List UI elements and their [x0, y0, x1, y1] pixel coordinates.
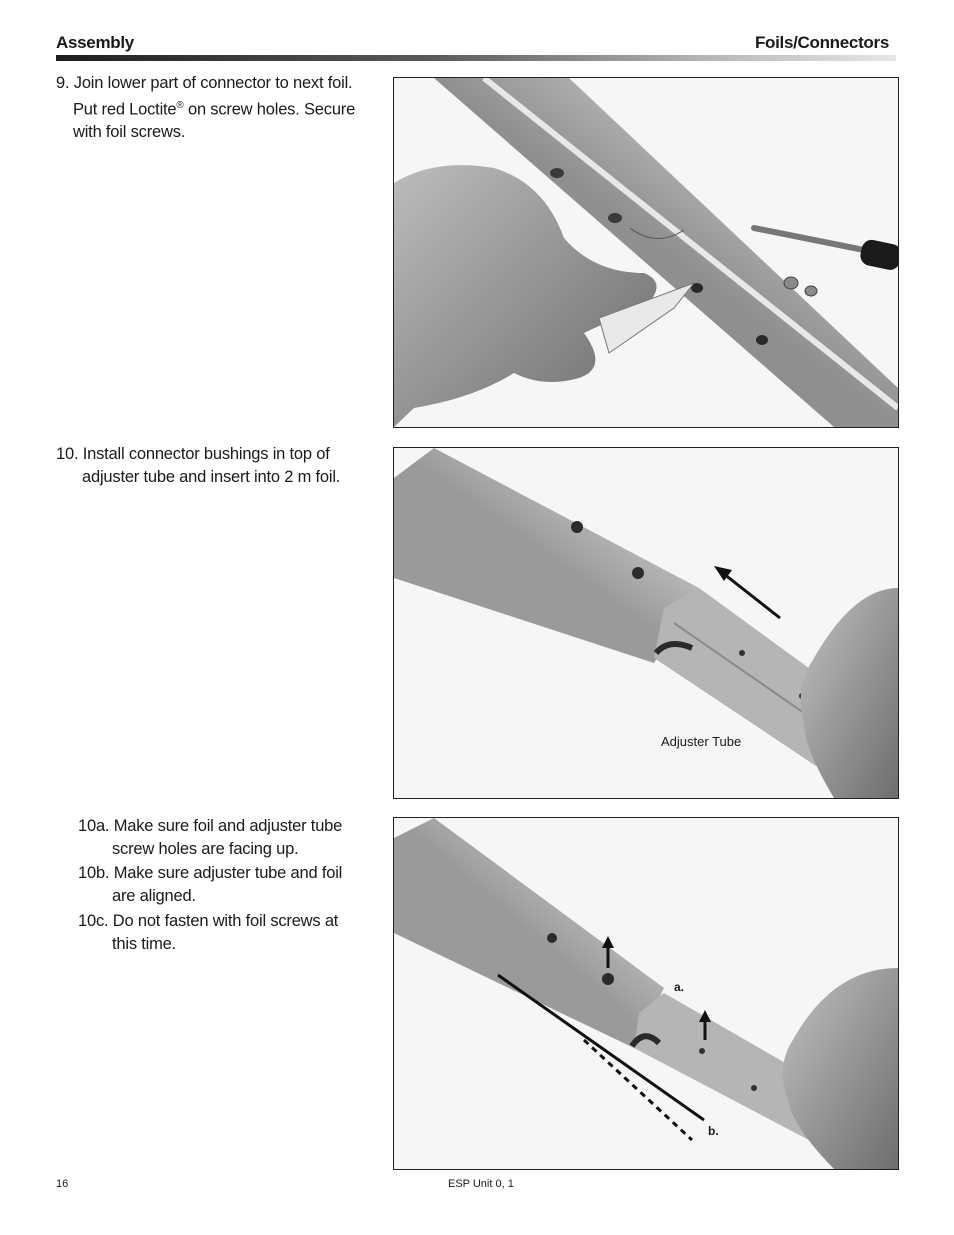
- figure-alignment-photo: [393, 817, 899, 1170]
- step-text: screw holes are facing up.: [112, 839, 299, 858]
- section-title: Assembly: [56, 33, 134, 52]
- header-rule: [56, 55, 896, 61]
- step-10: [56, 443, 340, 488]
- figure-loctite-photo: [393, 77, 899, 428]
- step-text: Put red Loctite: [73, 100, 177, 118]
- step-9: [56, 72, 355, 143]
- step-text: with foil screws.: [73, 122, 186, 141]
- label-a: a.: [674, 980, 685, 994]
- step-10b: [78, 862, 342, 907]
- step-10a: [78, 815, 342, 860]
- step-text: on screw holes. Secure: [187, 100, 356, 118]
- screw-hole: [571, 521, 583, 533]
- step-text: adjuster tube and insert into 2 m foil.: [82, 467, 341, 486]
- figure-adjuster-tube-photo: [393, 447, 899, 799]
- step-text: Install connector bushings in top of: [82, 445, 330, 463]
- page-number: 16: [56, 1178, 69, 1190]
- subsection-title: Foils/Connectors: [754, 33, 889, 52]
- screw-hole: [608, 213, 622, 223]
- screw-hole: [550, 168, 564, 178]
- screw-hole: [547, 933, 557, 943]
- step-text: Join lower part of connector to next foil.: [73, 74, 353, 92]
- adjuster-tube-caption: Adjuster Tube: [661, 734, 742, 749]
- screw-hole: [756, 335, 768, 345]
- step-text: this time.: [112, 934, 177, 953]
- step-text: Do not fasten with foil screws at: [112, 912, 339, 930]
- label-b: b.: [708, 1124, 719, 1138]
- step-text: Make sure foil and adjuster tube: [113, 817, 343, 835]
- step-number: 10b.: [78, 864, 110, 882]
- step-text: Make sure adjuster tube and foil: [113, 864, 343, 882]
- step-10c: [78, 910, 338, 955]
- step-text: are aligned.: [112, 886, 196, 905]
- screw-hole: [602, 973, 614, 985]
- document-id: ESP Unit 0, 1: [448, 1178, 514, 1190]
- step-number: 10a.: [78, 817, 110, 835]
- step-number: 9.: [56, 74, 70, 92]
- screw-hole: [632, 567, 644, 579]
- step-number: 10c.: [78, 912, 109, 930]
- registered-mark: ®: [176, 99, 184, 111]
- step-number: 10.: [56, 445, 79, 463]
